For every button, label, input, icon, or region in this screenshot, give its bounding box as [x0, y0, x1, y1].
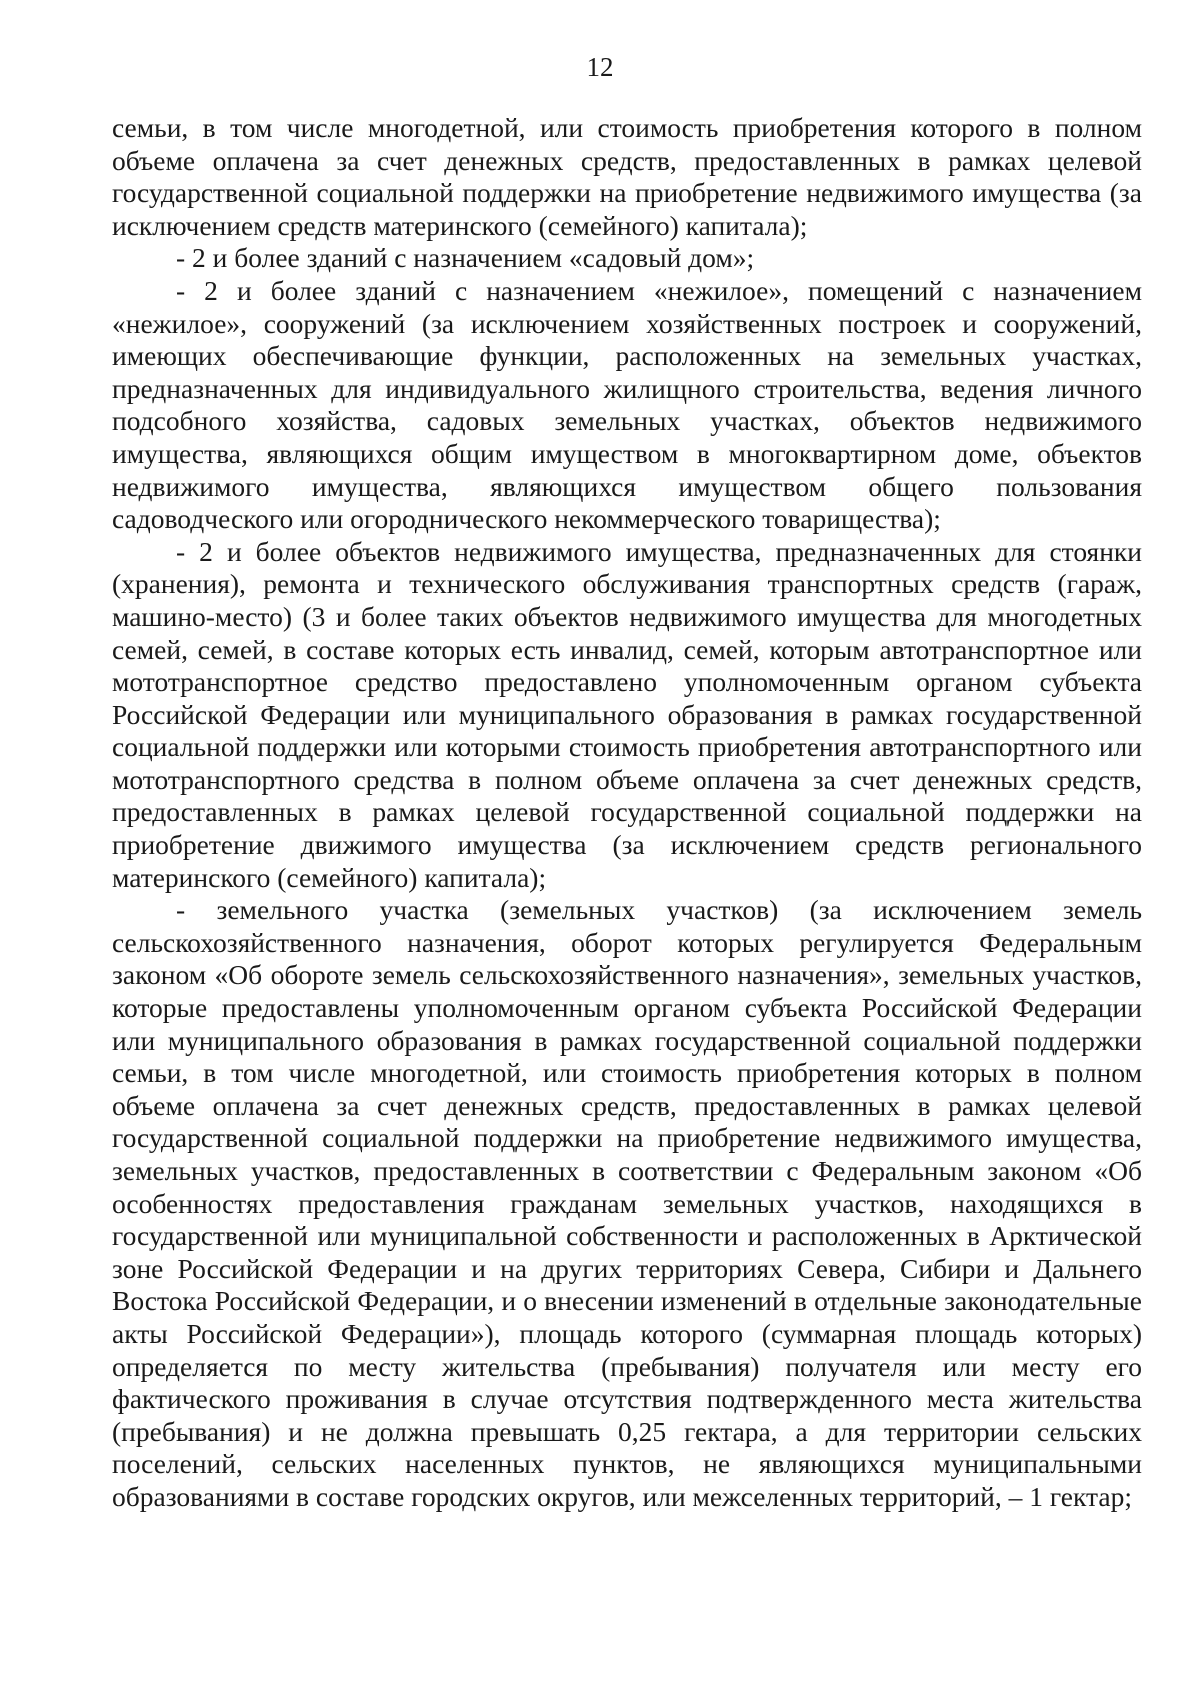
page-number: 12: [586, 52, 614, 82]
list-item-garden-houses: - 2 и более зданий с назначением «садовый дом»;: [176, 242, 755, 274]
document-body: [112, 112, 1142, 1514]
paragraph-continuation: семьи, в том числе многодетной, или стоимость приобретения которого в полном объеме оплачена за счет денежных средств, предоставленных в рамках целевой государственной социальной поддержки на приобретение недвижимого имущества (за исключением средств материнского (семейного) капитала);: [112, 112, 1142, 241]
list-item-land-plot: - земельного участка (земельных участков) (за исключением земель сельскохозяйственного назначения, оборот которых регулируется Федеральным законом «Об обороте земель сельскохозяйственного назначения», земельных участков, которые предоставлены уполномоченным органом субъекта Российской Федерации или муниципального образования в рамках государственной социальной поддержки семьи, в том числе многодетной, или стоимость приобретения которых в полном объеме оплачена за счет денежных средств, предоставленных в рамках целевой государственной социальной поддержки на приобретение недвижимого имущества, земельных участков, предоставленных в соответствии с Федеральным законом «Об особенностях предоставления гражданам земельных участков, находящихся в государственной или муниципальной собственности и расположенных в Арктической зоне Российской Федерации и на других территориях Севера, Сибири и Дальнего Востока Российской Федерации, и о внесении изменений в отдельные законодательные акты Российской Федерации»), площадь которого (суммарная площадь которых) определяется по месту жительства (пребывания) получателя или месту его фактического проживания в случае отсутствия подтвержденного места жительства (пребывания) и не должна превышать 0,25 гектара, а для территории сельских поселений, сельских населенных пунктов, не являющихся муниципальными образованиями в составе городских округов, или межселенных территорий, – 1 гектар;: [112, 894, 1142, 1512]
list-item-vehicle-storage: - 2 и более объектов недвижимого имущества, предназначенных для стоянки (хранения), ремонта и технического обслуживания транспортных средств (гараж, машино-место) (3 и более таких объектов недвижимого имущества для многодетных семей, семей, в составе которых есть инвалид, семей, которым автотранспортное или мототранспортное средство предоставлено уполномоченным органом субъекта Российской Федерации или муниципального образования в рамках государственной социальной поддержки или которыми стоимость приобретения автотранспортного или мототранспортного средства в полном объеме оплачена за счет денежных средств, предоставленных в рамках целевой государственной социальной поддержки на приобретение движимого имущества (за исключением средств регионального материнского (семейного) капитала);: [112, 535, 1142, 893]
list-item-non-residential: - 2 и более зданий с назначением «нежилое», помещений с назначением «нежилое», сооружений (за исключением хозяйственных построек и сооружений, имеющих обеспечивающие функции, расположенных на земельных участках, предназначенных для индивидуального жилищного строительства, ведения личного подсобного хозяйства, садовых земельных участках, объектов недвижимого имущества, являющихся общим имуществом в многоквартирном доме, объектов недвижимого имущества, являющихся имуществом общего пользования садоводческого или огороднического некоммерческого товарищества);: [112, 274, 1142, 535]
